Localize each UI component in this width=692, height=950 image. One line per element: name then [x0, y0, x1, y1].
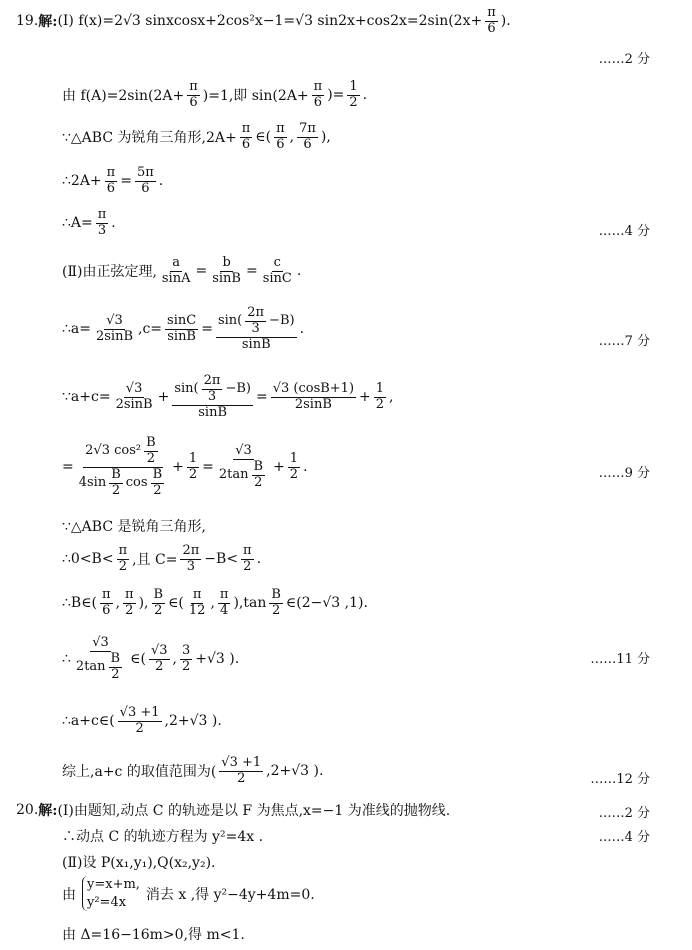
q20-line-3: (Ⅱ)设 P(x₁,y₁),Q(x₂,y₂). — [62, 855, 216, 871]
score-marker: ……9 分 — [598, 466, 650, 481]
q20-line-4: 由 y=x+m, y²=4x 消去 x ,得 y²−4y+4m=0. — [62, 877, 315, 910]
q19-line-13: ∴ √3 2tan $\frac{B}{2}$ ∈( $\frac{√3}{2}$ , $\frac{3}{2}$ +√3 ). — [62, 635, 240, 682]
q19-line1-end: ). — [500, 13, 511, 30]
fraction-cosB-2sinB: $\frac{√3 (\cos B+1)}{2\sin B}$ — [272, 380, 355, 412]
fraction-half-angle: 2√3 cos² $\frac{B}{2}$ 4sin $\frac{B}{2}$ cos $\frac{B}{2}$ — [78, 435, 163, 498]
fraction-3-2: $\frac{3}{2}$ — [181, 642, 191, 674]
fraction-pi-6: $\frac{\pi}{6}$ — [487, 5, 496, 36]
fraction-sqrt3-2tan: √3 2tan $\frac{B}{2}$ — [75, 635, 121, 682]
q20-solution-label: 解: — [38, 803, 58, 819]
fraction-pi-2: $\frac{\pi}{2}$ — [125, 587, 134, 618]
q19-line-7: ∴a= $\frac{√3}{2\sin B}$ ,c= $\frac{\sin C}{\sin B}$ = sin( $\frac{2\pi}{3}$ −B) sinB . — [62, 305, 305, 352]
fraction-c-sinC: $\frac{c}{\sin C}$ — [262, 255, 292, 286]
fraction-sqrt3-2tan: √3 2tan $\frac{B}{2}$ — [218, 442, 264, 490]
equation-system: y=x+m, y²=4x — [82, 876, 140, 911]
score-marker: ……7 分 — [598, 334, 650, 349]
q19-line-4: ∴2A+ $\frac{\pi}{6}$ = $\frac{5\pi}{6}$ . — [62, 165, 164, 196]
fraction-2pi-3: $\frac{2\pi}{3}$ — [182, 543, 200, 574]
score-marker: ……2 分 — [598, 806, 650, 821]
q19-line-6: (Ⅱ)由正弦定理, $\frac{a}{\sin A}$ = $\frac{b}{\sin B}$ = $\frac{c}{\sin C}$ . — [62, 255, 302, 286]
score-marker: ……12 分 — [590, 772, 650, 787]
q19-line-8: ∵a+c= $\frac{√3}{2\sin B}$ + sin( $\frac{2\pi}{3}$ −B) sinB = $\frac{√3 (\cos B+1)}{2\sin B}$ + $\frac{1}{2}$ , — [62, 373, 394, 420]
fraction-pi-12: $\frac{\pi}{12}$ — [188, 587, 206, 618]
fraction-pi-6: $\frac{\pi}{6}$ — [241, 121, 251, 152]
fraction-a-sinA: $\frac{a}{\sin A}$ — [161, 255, 191, 286]
fraction-pi-3: $\frac{\pi}{3}$ — [97, 207, 107, 238]
q20-line-1: 20. 解: (Ⅰ)由题知,动点 C 的轨迹是以 F 为焦点,x=−1 为准线的抛物线. — [16, 802, 451, 819]
fraction-pi-2: $\frac{\pi}{2}$ — [118, 543, 128, 574]
fraction-sqrt3p1-2: $\frac{√3 +1}{2}$ — [119, 705, 160, 736]
q19-number: 19. — [16, 13, 39, 30]
fraction-1-2: $\frac{1}{2}$ — [289, 450, 299, 482]
fraction-sin-compound-sinB: sin( $\frac{2\pi}{3}$ −B) sinB — [174, 373, 251, 420]
q19-line-5: ∴A= $\frac{\pi}{3}$ . — [62, 207, 116, 238]
q20-line-2: ∴动点 C 的轨迹方程为 y²=4x . — [62, 829, 264, 845]
fraction-b-sinB: $\frac{b}{\sin B}$ — [212, 255, 241, 286]
q19-line-14: ∴a+c∈( $\frac{√3 +1}{2}$ ,2+√3 ). — [62, 705, 222, 736]
q19-line-3: ∵△ABC 为锐角三角形,2A+ $\frac{\pi}{6}$ ∈( $\frac{\pi}{6}$ , $\frac{7\pi}{6}$ ), — [62, 121, 331, 152]
score-marker: ……4 分 — [598, 830, 650, 845]
fraction-pi-6: $\frac{\pi}{6}$ — [106, 165, 116, 196]
q20-number: 20. — [16, 802, 39, 818]
fraction-1-2: $\frac{1}{2}$ — [188, 450, 198, 482]
fraction-sqrt3p1-2: $\frac{√3 +1}{2}$ — [221, 755, 262, 786]
q19-line-15: 综上,a+c 的取值范围为( $\frac{√3 +1}{2}$ ,2+√3 ). — [62, 755, 324, 786]
score-marker: ……4 分 — [598, 224, 650, 239]
q19-solution-label: 解: — [38, 14, 58, 31]
fraction-1-2: $\frac{1}{2}$ — [375, 380, 385, 412]
score-marker: ……11 分 — [590, 652, 650, 667]
fraction-B-2: $\frac{B}{2}$ — [153, 587, 164, 618]
fraction-sqrt3-2sinB: $\frac{√3}{2\sin B}$ — [115, 380, 153, 412]
fraction-pi-6: $\frac{\pi}{6}$ — [313, 79, 323, 110]
q19-line-2: 由 f(A)=2sin(2A+ $\frac{\pi}{6}$ )=1,即 sin(2A+ $\frac{\pi}{6}$ )= $\frac{1}{2}$ . — [62, 79, 368, 110]
score-marker: ……2 分 — [598, 52, 650, 67]
q19-line-11: ∴0<B< $\frac{\pi}{2}$ ,且 C= $\frac{2\pi}{3}$ −B< $\frac{\pi}{2}$ . — [62, 543, 262, 574]
fraction-pi-4: $\frac{\pi}{4}$ — [219, 587, 229, 618]
q19-part1-expression: (Ⅰ) f(x)=2√3 sinxcosx+2cos²x−1=√3 sin2x+cos2x=2sin(2x+ — [57, 13, 483, 30]
fraction-pi-2: $\frac{\pi}{2}$ — [243, 543, 252, 574]
fraction-sqrt3-2sinB: $\frac{√3}{2\sin B}$ — [95, 312, 134, 344]
fraction-1-2: $\frac{1}{2}$ — [349, 79, 358, 110]
fraction-B-2: $\frac{B}{2}$ — [271, 587, 281, 618]
fraction-5pi-6: $\frac{5\pi}{6}$ — [136, 165, 154, 196]
fraction-pi-6: $\frac{\pi}{6}$ — [276, 121, 285, 152]
fraction-sin-compound-sinB: sin( $\frac{2\pi}{3}$ −B) sinB — [217, 305, 295, 352]
q19-line-10: ∵△ABC 是锐角三角形, — [62, 519, 206, 535]
q19-line-1 — [16, 6, 511, 37]
fraction-sinC-sinB: $\frac{\sin C}{\sin B}$ — [167, 312, 197, 344]
q20-line-5: 由 Δ=16−16m>0,得 m<1. — [62, 927, 245, 943]
fraction-7pi-6: $\frac{7\pi}{6}$ — [299, 121, 316, 152]
fraction-pi-6: $\frac{\pi}{6}$ — [102, 587, 111, 618]
q19-line-9: = 2√3 cos² $\frac{B}{2}$ 4sin $\frac{B}{2}$ cos $\frac{B}{2}$ + $\frac{1}{2}$ = √3 2tan $\frac{B}{2}$ + $\frac{1}{2}$ . — [62, 435, 308, 498]
q19-line-12: ∴B∈( $\frac{\pi}{6}$ , $\frac{\pi}{2}$ ), $\frac{B}{2}$ ∈( $\frac{\pi}{12}$ , $\frac{\pi}{4}$ ),tan $\frac{B}{2}$ ∈(2−√3 ,1). — [62, 587, 368, 618]
fraction-sqrt3-2: $\frac{√3}{2}$ — [150, 642, 168, 674]
fraction-pi-6: $\frac{\pi}{6}$ — [189, 79, 198, 110]
